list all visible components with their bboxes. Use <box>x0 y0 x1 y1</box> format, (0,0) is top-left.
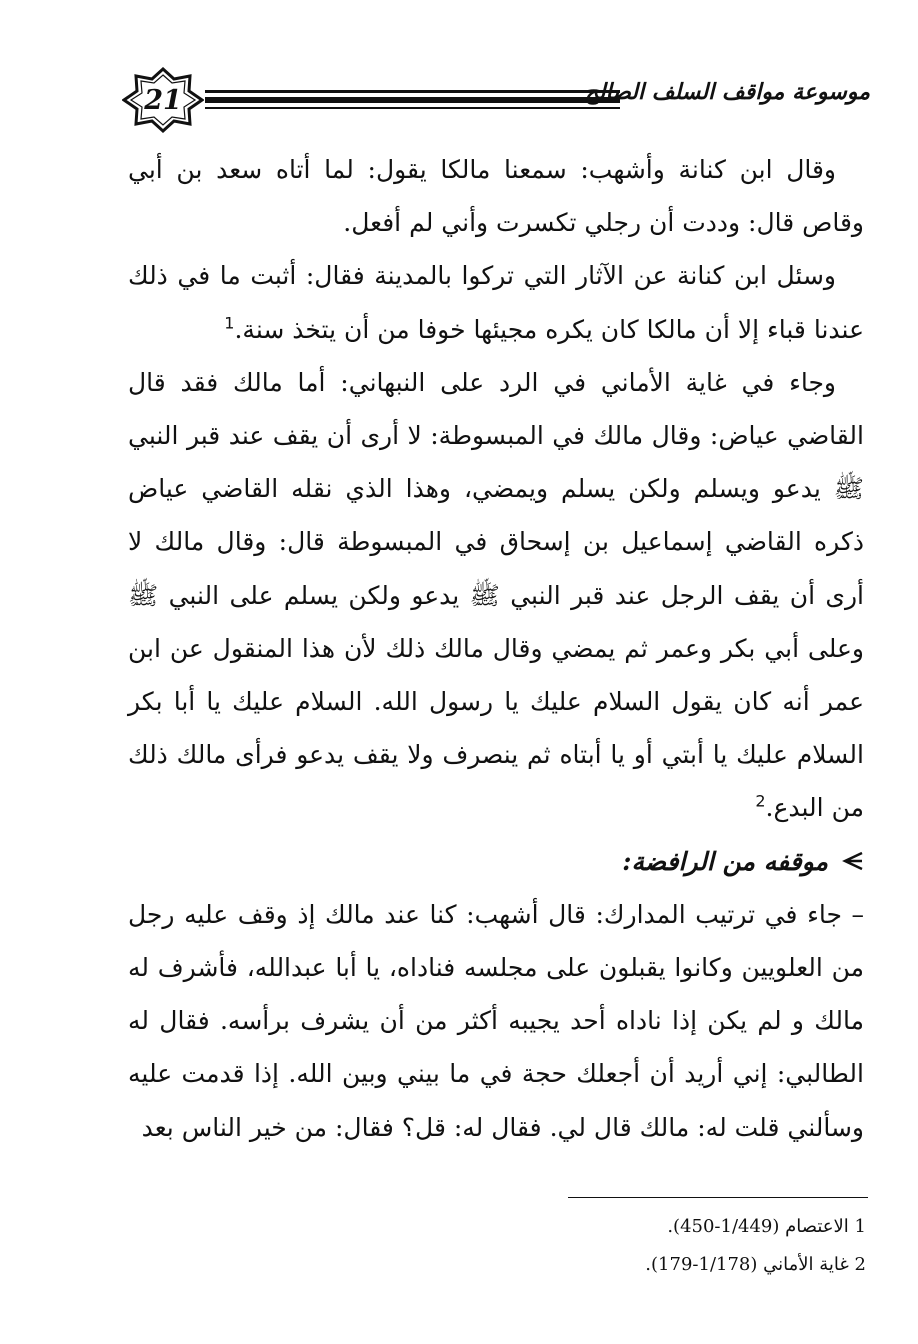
paragraph-3 <box>128 356 864 835</box>
footnote-1 <box>366 1208 866 1246</box>
arrowhead-icon <box>842 850 864 872</box>
paragraph-1: وقال ابن كنانة وأشهب: سمعنا مالكا يقول: لما أتاه سعد بن أبي وقاص قال: وددت أن رجلي تكسرت وأني لم أفعل. <box>128 155 864 238</box>
footnote-text: غاية الأماني (1/178-179). <box>645 1254 849 1275</box>
footnote-2 <box>366 1246 866 1284</box>
footnote-ref-2: 2 <box>755 792 766 812</box>
section-heading <box>128 835 864 888</box>
header-rule-bottom <box>205 107 620 109</box>
footnote-number: 2 <box>854 1254 866 1275</box>
header-rule-middle <box>205 97 620 103</box>
footnote-text: الاعتصام (1/449-450). <box>667 1216 849 1237</box>
main-text <box>128 143 864 1154</box>
footnote-separator <box>568 1197 868 1198</box>
page-header <box>0 60 918 140</box>
section-heading-text: موقفه من الرافضة: <box>622 846 828 876</box>
paragraph-2-text: وسئل ابن كنانة عن الآثار التي تركوا بالمدينة فقال: أثبت ما في ذلك عندنا قباء إلا أن مالكا كان يكره مجيئها خوفا من أن يتخذ سنة. <box>128 261 864 344</box>
footnote-number: 1 <box>854 1216 866 1237</box>
header-rule-top <box>205 90 620 93</box>
footnotes <box>366 1208 866 1284</box>
footnote-ref-1: 1 <box>224 313 235 333</box>
paragraph-4: – جاء في ترتيب المدارك: قال أشهب: كنا عند مالك إذ وقف عليه رجل من العلويين وكانوا يقبلون على مجلسه فناداه، يا أبا عبدالله، فأشرف له مالك و لم يكن إذا ناداه أحد يجيبه أكثر من أن يشرف برأسه. فقال له الطالبي: إني أريد أن أجعلك حجة في ما بيني وبين الله. إذا قدمت عليه وسألني قلت له: مالك قال لي. فقال له: قل؟ فقال: من خير الناس بعد <box>128 899 865 1142</box>
page-number: 21 <box>144 84 182 116</box>
paragraph-2 <box>128 249 864 355</box>
running-title: موسوعة مواقف السلف الصالح <box>584 79 870 105</box>
paragraph-3-text: وجاء في غاية الأماني في الرد على النبهاني: أما مالك فقد قال القاضي عياض: وقال مالك في المبسوطة: لا أرى أن يقف عند قبر النبي ﷺ يدعو ويسلم ولكن يسلم ويمضي، وهذا الذي نقله القاضي عياض ذكره القاضي إسماعيل بن إسحاق في المبسوطة قال: وقال مالك لا أرى أن يقف الرجل عند قبر النبي ﷺ يدعو ولكن يسلم على النبي ﷺ وعلى أبي بكر وعمر ثم يمضي وقال مالك ذلك لأن هذا المنقول عن ابن عمر أنه كان يقول السلام عليك يا رسول الله. السلام عليك يا أبا بكر السلام عليك يا أبتي أو يا أبتاه ثم ينصرف ولا يقف يدعو فرأى مالك ذلك من البدع. <box>128 367 864 823</box>
